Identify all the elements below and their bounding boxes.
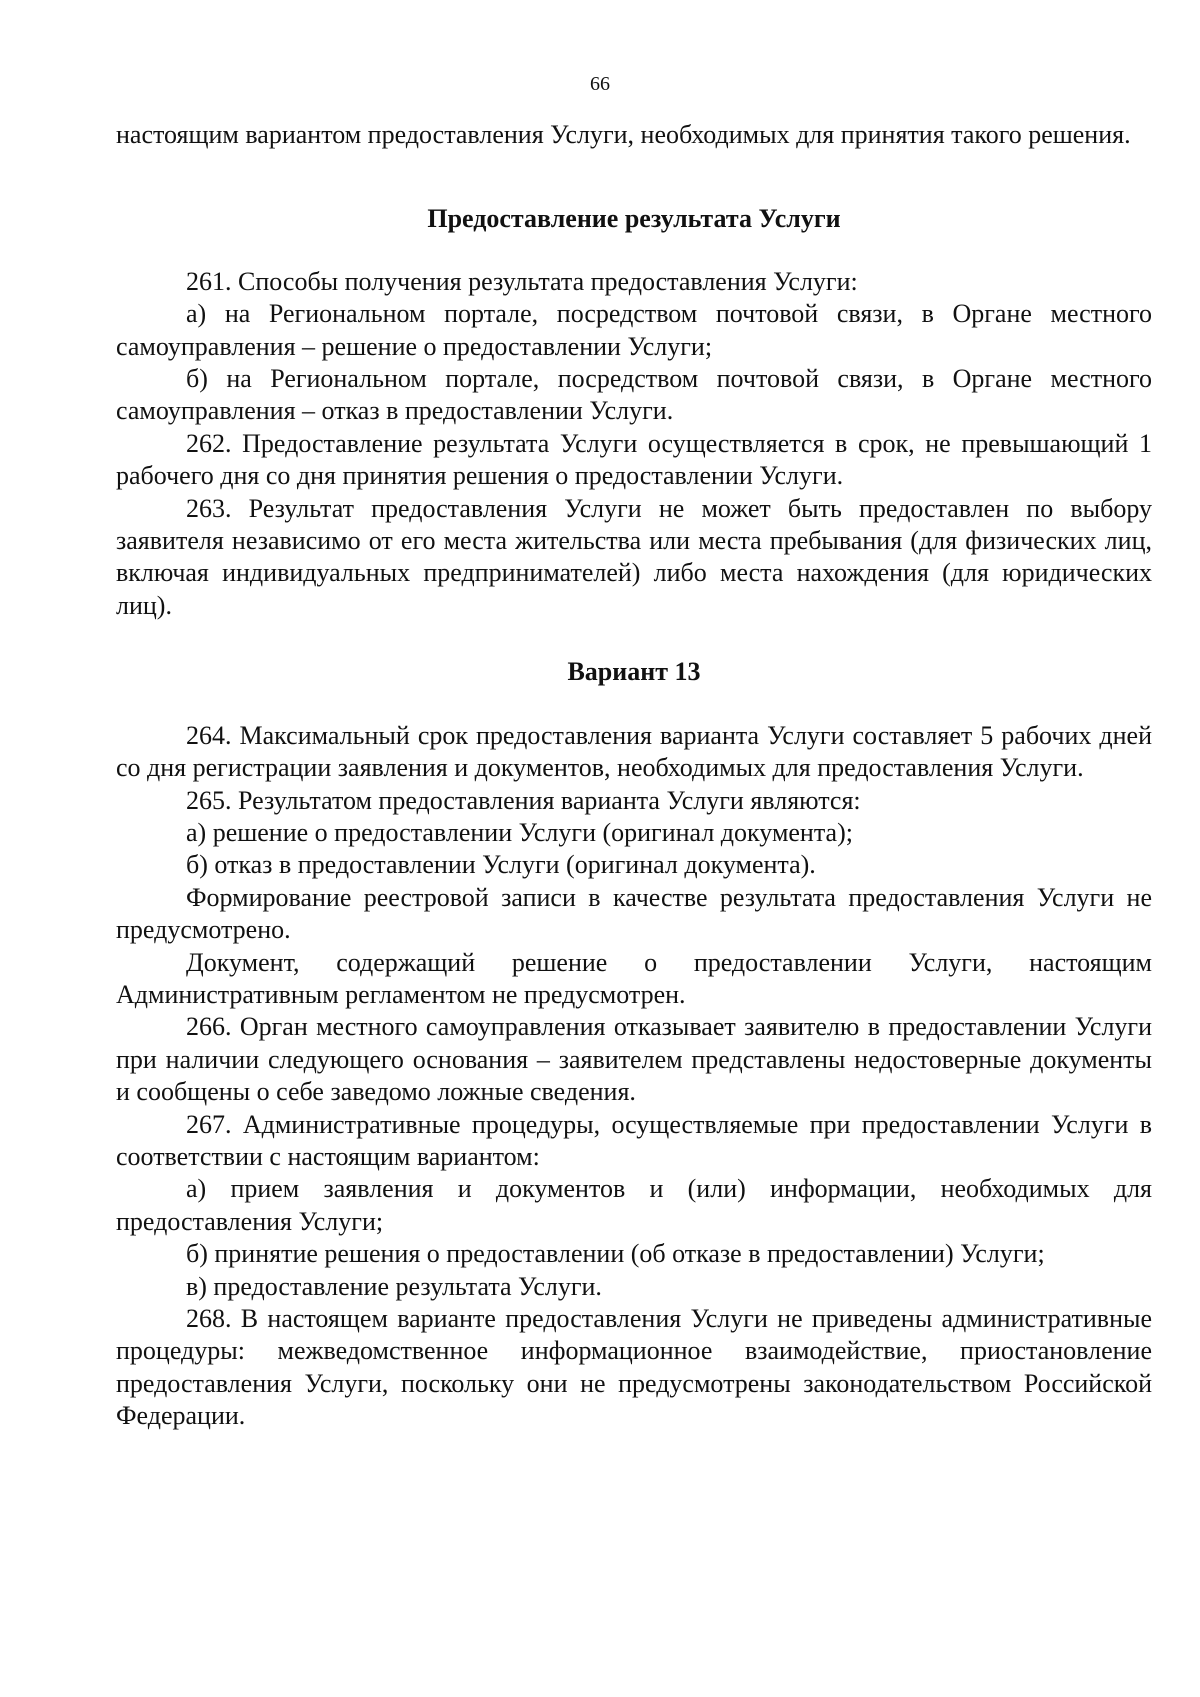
paragraph-decision-document: Документ, содержащий решение о предоставлении Услуги, настоящим Административным регламентом не предусмотрен.: [116, 947, 1152, 1009]
section-heading-result: Предоставление результата Услуги: [427, 204, 841, 234]
paragraph-264: 264. Максимальный срок предоставления варианта Услуги составляет 5 рабочих дней со дня регистрации заявления и документов, необходимых для предоставления Услуги.: [116, 720, 1152, 783]
spacer: [116, 689, 1152, 720]
section-heading-variant-13: Вариант 13: [567, 657, 701, 687]
intro-paragraph: настоящим вариантом предоставления Услуги, необходимых для принятия такого решения.: [116, 120, 1131, 149]
paragraph-268: 268. В настоящем варианте предоставления Услуги не приведены административные процедуры: межведомственное информационное взаимодействие, приостановление предоставления Услуги, поскольку они не предусмотрены законодательством Российской Федерации.: [116, 1304, 1152, 1431]
paragraph-265-b: б) отказ в предоставлении Услуги (оригинал документа).: [186, 850, 816, 880]
paragraph-261-a: а) на Региональном портале, посредством почтовой связи, в Органе местного самоуправления – решение о предоставлении Услуги;: [116, 299, 1152, 361]
paragraph-263: 263. Результат предоставления Услуги не может быть предоставлен по выбору заявителя независимо от его места жительства или места пребывания (для физических лиц, включая индивидуальных предпринимателей) либо места нахождения (для юридических лиц).: [116, 493, 1152, 620]
paragraph-262: 262. Предоставление результата Услуги осуществляется в срок, не превышающий 1 рабочего дня со дня принятия решения о предоставлении Услуги.: [116, 428, 1152, 491]
paragraph-267-a: а) прием заявления и документов и (или) информации, необходимых для предоставления Услуги;: [116, 1174, 1152, 1236]
spacer: [116, 622, 1152, 656]
page-number: 66: [590, 73, 610, 95]
paragraph-267-c: в) предоставление результата Услуги.: [186, 1271, 602, 1301]
paragraph-registry-record: Формирование реестровой записи в качестве результата предоставления Услуги не предусмотрено.: [116, 882, 1152, 945]
paragraph-261-b: б) на Региональном портале, посредством почтовой связи, в Органе местного самоуправления – отказ в предоставлении Услуги.: [116, 364, 1152, 426]
paragraph-265-a: а) решение о предоставлении Услуги (оригинал документа);: [186, 817, 853, 847]
document-body: [116, 119, 1152, 1433]
paragraph-265: 265. Результатом предоставления варианта Услуги являются:: [186, 785, 861, 815]
paragraph-261: 261. Способы получения результата предоставления Услуги:: [186, 266, 858, 296]
spacer: [116, 236, 1152, 266]
section-result-body: [116, 266, 1152, 622]
section-variant-13-body: [116, 720, 1152, 1433]
paragraph-267-b: б) принятие решения о предоставлении (об отказе в предоставлении) Услуги;: [186, 1239, 1045, 1269]
spacer: [116, 151, 1152, 203]
paragraph-267: 267. Административные процедуры, осуществляемые при предоставлении Услуги в соответствии с настоящим вариантом:: [116, 1109, 1152, 1171]
paragraph-266: 266. Орган местного самоуправления отказывает заявителю в предоставлении Услуги при наличии следующего основания – заявителем представлены недостоверные документы и сообщены о себе заведомо ложные сведения.: [116, 1012, 1152, 1107]
